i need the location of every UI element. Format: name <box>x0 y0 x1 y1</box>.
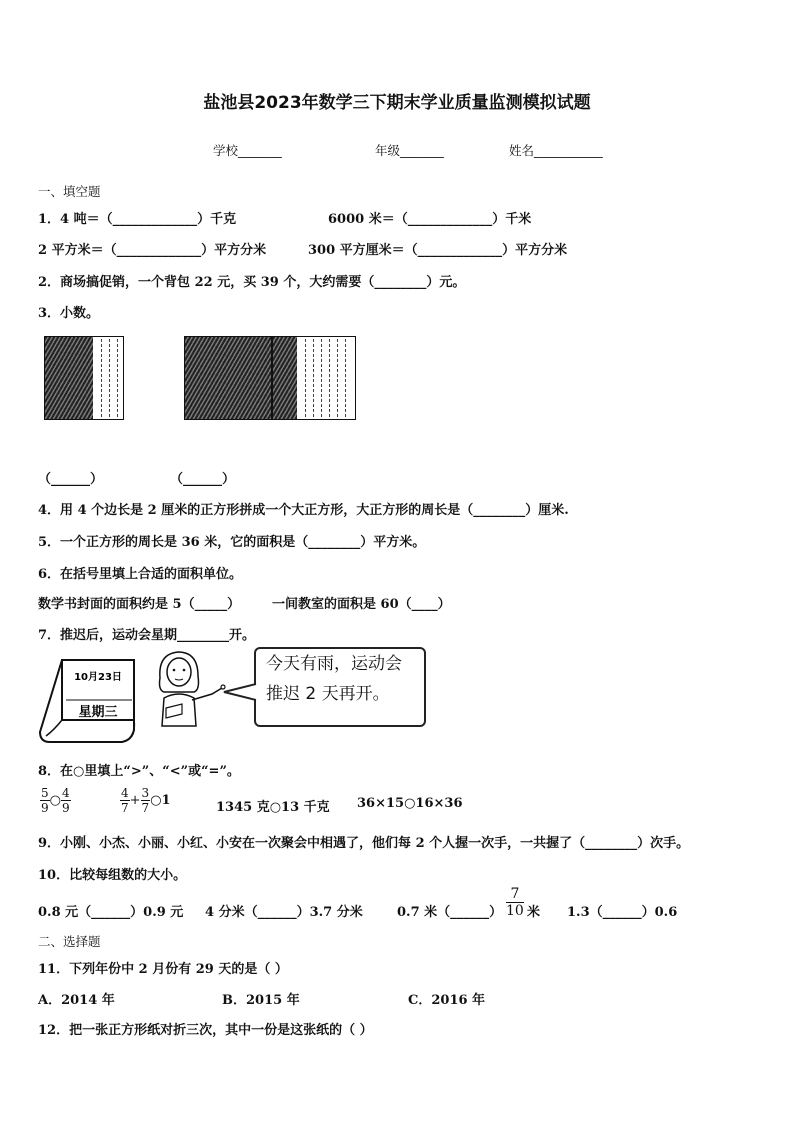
option-11a: A．2014 年 <box>38 993 115 1008</box>
shaded-area <box>185 337 271 419</box>
comparison-4: 36×15○16×36 <box>357 796 463 811</box>
grid-line <box>101 339 102 417</box>
comparison-1 <box>40 787 71 814</box>
calendar-day: 星期三 <box>78 705 118 720</box>
section-heading-multiple-choice: 二、选择题 <box>38 934 101 949</box>
question-12: 12．把一张正方形纸对折三次，其中一份是这张纸的（ ） <box>38 1023 373 1038</box>
shaded-area <box>273 337 297 419</box>
compare-circle-one: ○1 <box>150 793 171 808</box>
plus-sign: + <box>129 793 141 808</box>
compare-10c-fraction <box>506 887 524 918</box>
compare-10c-prefix: 0.7 米（______） <box>397 905 503 920</box>
grid-line <box>345 339 346 417</box>
grid-line <box>305 339 306 417</box>
option-11b: B．2015 年 <box>222 993 300 1008</box>
grid-line <box>337 339 338 417</box>
comparison-3: 1345 克○13 千克 <box>216 800 330 815</box>
grid-line <box>329 339 330 417</box>
school-field: 学校_______ <box>213 143 282 158</box>
question-1a-left: 1．4 吨＝（_____________）千克 <box>38 212 237 227</box>
compare-10c-unit: 米 <box>527 905 541 920</box>
speech-line-2: 推迟 2 天再开。 <box>266 684 390 704</box>
decimal-figure-1 <box>44 336 124 420</box>
grid-line <box>321 339 322 417</box>
grid-line <box>117 339 118 417</box>
grade-field: 年级_______ <box>375 143 444 158</box>
fraction: $\frac{4}{9}$ <box>61 786 70 815</box>
question-9: 9．小刚、小杰、小丽、小红、小安在一次聚会中相遇了，他们每 2 个人握一次手，一共握了（________）次手。 <box>38 836 690 851</box>
question-1a-right: 6000 米＝（_____________）千米 <box>328 212 532 227</box>
speech-bubble-tail <box>222 682 258 702</box>
question-6a: 数学书封面的面积约是 5（_____） <box>38 597 241 612</box>
question-6b: 一间教室的面积是 60（____） <box>272 597 451 612</box>
question-7: 7．推迟后，运动会星期________开。 <box>38 628 256 643</box>
fraction: $\frac{7}{10}$ <box>506 886 524 919</box>
calendar-date: 10月23日 <box>74 672 122 683</box>
question-6: 6．在括号里填上合适的面积单位。 <box>38 567 243 582</box>
calendar-illustration <box>36 656 148 744</box>
question-1b-right: 300 平方厘米＝（_____________）平方分米 <box>308 243 568 258</box>
comparison-2 <box>120 787 171 814</box>
question-3-blank-b: （______） <box>170 472 236 487</box>
fraction: $\frac{4}{7}$ <box>121 786 129 815</box>
question-11: 11．下列年份中 2 月份有 29 天的是（ ） <box>38 962 288 977</box>
decimal-figure-2b <box>272 336 356 420</box>
question-8: 8．在○里填上“>”、“<”或“=”。 <box>38 764 240 779</box>
option-11c: C．2016 年 <box>408 993 486 1008</box>
question-1b-left: 2 平方米＝（_____________）平方分米 <box>38 243 267 258</box>
decimal-figure-2a <box>184 336 272 420</box>
fraction: $\frac{3}{7}$ <box>141 786 150 815</box>
fraction: $\frac{5}{9}$ <box>41 786 49 815</box>
name-field: 姓名___________ <box>509 143 603 158</box>
compare-10a: 0.8 元（______）0.9 元 <box>38 905 184 920</box>
question-10: 10．比较每组数的大小。 <box>38 868 187 883</box>
face <box>167 658 191 686</box>
question-3: 3．小数。 <box>38 306 100 321</box>
section-heading-fill-blank: 一、填空题 <box>38 184 101 199</box>
compare-10b: 4 分米（______）3.7 分米 <box>205 905 363 920</box>
grid-line <box>109 339 110 417</box>
page-title: 盐池县2023年数学三下期末学业质量监测模拟试题 <box>203 93 591 113</box>
question-2: 2．商场搞促销，一个背包 22 元，买 39 个，大约需要（________）元。 <box>38 275 466 290</box>
question-4: 4．用 4 个边长是 2 厘米的正方形拼成一个大正方形，大正方形的周长是（________）厘米. <box>38 503 569 518</box>
speech-line-1: 今天有雨，运动会 <box>266 654 402 674</box>
question-5: 5．一个正方形的周长是 36 米，它的面积是（________）平方米。 <box>38 535 426 550</box>
grid-line <box>313 339 314 417</box>
compare-10d: 1.3（______）0.6 <box>567 905 678 920</box>
shaded-area <box>45 337 93 419</box>
question-3-blank-a: （______） <box>38 472 104 487</box>
girl-illustration <box>146 648 230 728</box>
speech-bubble <box>254 647 426 727</box>
compare-circle: ○ <box>49 793 61 808</box>
